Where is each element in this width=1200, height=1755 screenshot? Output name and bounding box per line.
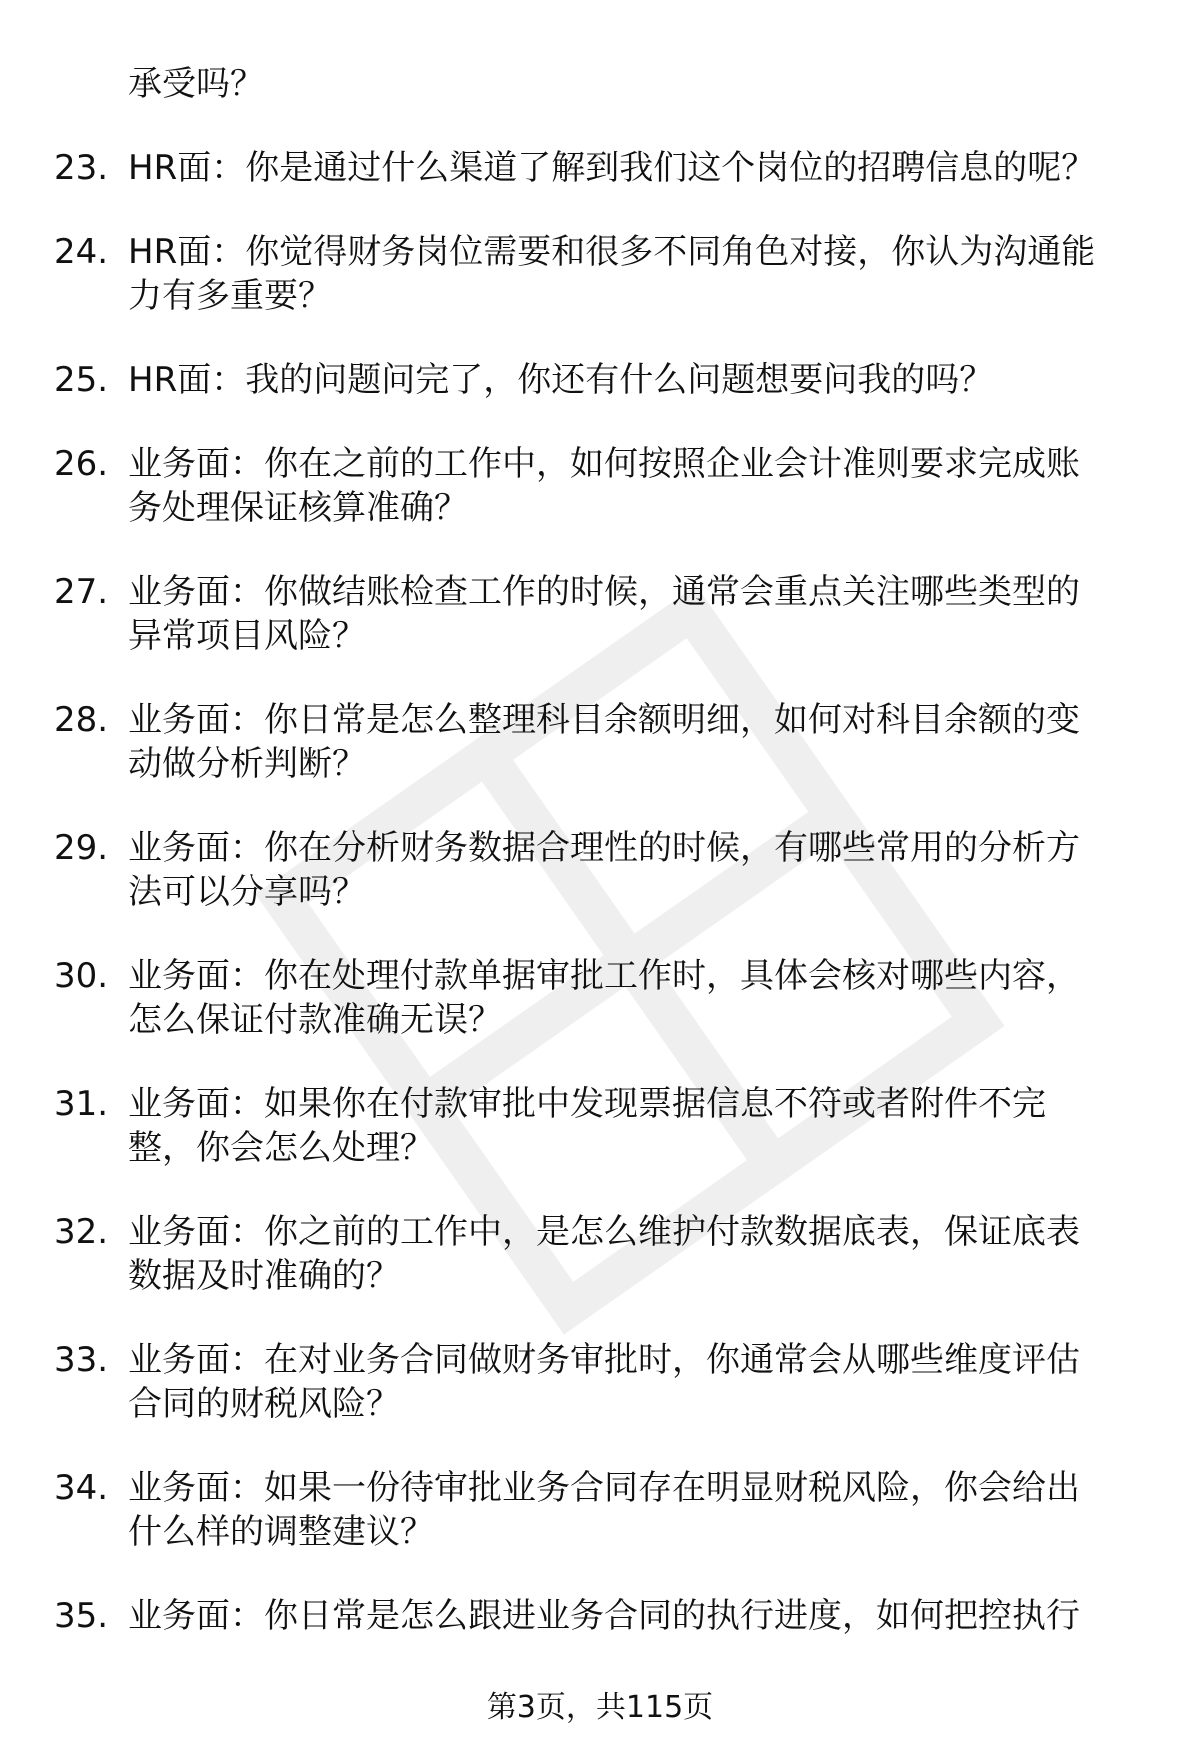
list-item [0, 698, 1200, 786]
list-item [0, 230, 1200, 318]
item-number: 25. [54, 360, 109, 400]
list-item [0, 62, 1200, 106]
item-text: 业务面：你日常是怎么跟进业务合同的执行进度，如何把控执行 [128, 1596, 1080, 1636]
item-text: 业务面：你在之前的工作中，如何按照企业会计准则要求完成账 务处理保证核算准确？ [128, 444, 1080, 528]
list-item [0, 1210, 1200, 1298]
list-item [0, 1466, 1200, 1554]
item-text: 业务面：你之前的工作中，是怎么维护付款数据底表，保证底表 数据及时准确的？ [128, 1212, 1080, 1296]
list-item [0, 1594, 1200, 1638]
item-number: 34. [54, 1468, 109, 1508]
list-item [0, 1338, 1200, 1426]
item-number: 35. [54, 1596, 109, 1636]
list-item [0, 146, 1200, 190]
item-text: 业务面：如果你在付款审批中发现票据信息不符或者附件不完 整，你会怎么处理？ [128, 1084, 1046, 1168]
list-item [0, 826, 1200, 914]
item-text: HR面：你觉得财务岗位需要和很多不同角色对接，你认为沟通能 力有多重要？ [128, 232, 1096, 316]
item-number: 23. [54, 148, 109, 188]
item-number: 31. [54, 1084, 109, 1124]
item-number: 29. [54, 828, 109, 868]
item-text: 业务面：你在处理付款单据审批工作时，具体会核对哪些内容， 怎么保证付款准确无误？ [128, 956, 1080, 1040]
item-number: 33. [54, 1340, 109, 1380]
list-item [0, 954, 1200, 1042]
item-text: 业务面：如果一份待审批业务合同存在明显财税风险，你会给出 什么样的调整建议？ [128, 1468, 1080, 1552]
item-text: 承受吗？ [128, 64, 264, 104]
item-text: HR面：你是通过什么渠道了解到我们这个岗位的招聘信息的呢？ [128, 148, 1096, 188]
item-number: 26. [54, 444, 109, 484]
list-item [0, 358, 1200, 402]
item-number: 30. [54, 956, 109, 996]
item-text: 业务面：你在分析财务数据合理性的时候，有哪些常用的分析方 法可以分享吗？ [128, 828, 1080, 912]
item-number: 24. [54, 232, 109, 272]
item-text: HR面：我的问题问完了，你还有什么问题想要问我的吗？ [128, 360, 994, 400]
page-number-footer: 第3页，共115页 [486, 1690, 714, 1725]
list-item [0, 1082, 1200, 1170]
item-number: 28. [54, 700, 109, 740]
item-text: 业务面：在对业务合同做财务审批时，你通常会从哪些维度评估 合同的财税风险？ [128, 1340, 1080, 1424]
item-number: 32. [54, 1212, 109, 1252]
item-text: 业务面：你日常是怎么整理科目余额明细，如何对科目余额的变 动做分析判断？ [128, 700, 1080, 784]
list-item [0, 442, 1200, 530]
item-text: 业务面：你做结账检查工作的时候，通常会重点关注哪些类型的 异常项目风险？ [128, 572, 1080, 656]
item-number: 27. [54, 572, 109, 612]
list-item [0, 570, 1200, 658]
question-list [0, 62, 1200, 1678]
